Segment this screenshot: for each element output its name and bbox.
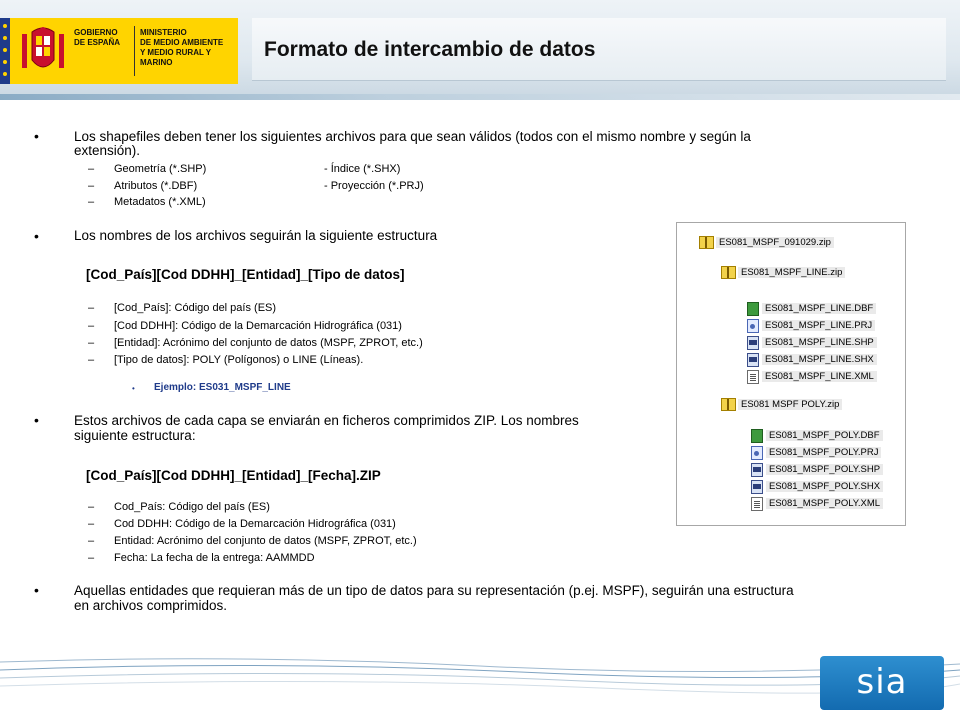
file-name: ES081_MSPF_POLY.DBF [766, 430, 883, 441]
shp-icon [751, 463, 763, 477]
file-name: ES081_MSPF_LINE.SHX [762, 354, 877, 365]
file-name: ES081 MSPF POLY.zip [738, 399, 842, 410]
bullet-marker: • [34, 128, 39, 144]
dash-marker: – [88, 196, 95, 208]
format-item: [Tipo de datos]: POLY (Polígonos) o LINE (Líneas). [114, 354, 364, 366]
dash-marker: – [88, 518, 95, 530]
file-tree-panel [676, 222, 906, 526]
shp-icon [747, 336, 759, 350]
footer-wave-decoration [0, 650, 960, 720]
prj-icon [751, 446, 763, 460]
coat-of-arms-icon [18, 24, 68, 78]
file-row[interactable] [745, 301, 876, 316]
file-row-line-zip[interactable] [721, 265, 845, 280]
file-name: ES081_MSPF_LINE.PRJ [762, 320, 875, 331]
file-name: ES081_MSPF_POLY.SHX [766, 481, 883, 492]
file-name: ES081_MSPF_LINE.DBF [762, 303, 876, 314]
file-row[interactable] [749, 445, 881, 460]
file-name: ES081_MSPF_POLY.XML [766, 498, 883, 509]
sia-logo-text: sia [856, 662, 908, 702]
dash-marker: – [88, 302, 95, 314]
dash-marker: – [88, 354, 95, 366]
dash-marker: – [88, 163, 95, 175]
bullet-4-text: Aquellas entidades que requieran más de un tipo de datos para su representación (p.ej. MSPF), seguirán una estructura [74, 583, 794, 598]
file-type-item: Metadatos (*.XML) [114, 196, 206, 208]
file-row[interactable] [749, 496, 883, 511]
bullet-3-text-cont: siguiente estructura: [74, 428, 196, 443]
file-name: ES081_MSPF_POLY.PRJ [766, 447, 881, 458]
xml-icon [747, 370, 759, 384]
government-logo [10, 18, 238, 84]
zip-format-item: Entidad: Acrónimo del conjunto de datos (MSPF, ZPROT, etc.) [114, 535, 417, 547]
file-name: ES081_MSPF_LINE.SHP [762, 337, 877, 348]
sub-bullet-marker: • [132, 384, 135, 393]
file-type-item: Geometría (*.SHP) [114, 163, 207, 175]
zip-format-item: Cod_País: Código del país (ES) [114, 501, 270, 513]
file-row-root-zip[interactable] [699, 235, 834, 250]
prj-icon [747, 319, 759, 333]
xml-icon [751, 497, 763, 511]
format-item: [Cod DDHH]: Código de la Demarcación Hidrográfica (031) [114, 320, 402, 332]
dash-marker: – [88, 320, 95, 332]
zip-icon [721, 266, 736, 279]
dash-marker: – [88, 180, 95, 192]
dbf-icon [747, 302, 759, 316]
bullet-3-text: Estos archivos de cada capa se enviarán en ficheros comprimidos ZIP. Los nombres [74, 413, 579, 428]
file-type-item: - Proyección (*.PRJ) [324, 180, 424, 192]
bullet-1-text: Los shapefiles deben tener los siguientes archivos para que sean válidos (todos con el mismo nombre y según la [74, 129, 751, 144]
dash-marker: – [88, 337, 95, 349]
file-row[interactable] [745, 335, 877, 350]
file-name: ES081_MSPF_LINE.zip [738, 267, 845, 278]
file-row[interactable] [749, 462, 883, 477]
file-row-poly-zip[interactable] [721, 397, 842, 412]
zip-name-format: [Cod_País][Cod DDHH]_[Entidad]_[Fecha].ZIP [86, 468, 381, 483]
file-row[interactable] [749, 479, 883, 494]
file-row[interactable] [749, 428, 883, 443]
sia-logo [820, 656, 944, 710]
zip-format-item: Fecha: La fecha de la entrega: AAMMDD [114, 552, 315, 564]
file-row[interactable] [745, 369, 877, 384]
bullet-marker: • [34, 412, 39, 428]
dbf-icon [751, 429, 763, 443]
file-name: ES081_MSPF_POLY.SHP [766, 464, 883, 475]
government-label: GOBIERNO DE ESPAÑA [74, 28, 121, 47]
zip-icon [721, 398, 736, 411]
shx-icon [747, 353, 759, 367]
format-item: [Entidad]: Acrónimo del conjunto de datos (MSPF, ZPROT, etc.) [114, 337, 423, 349]
bullet-1-text-cont: extensión). [74, 143, 141, 158]
bullet-marker: • [34, 228, 39, 244]
logo-divider [134, 26, 135, 76]
file-name: ES081_MSPF_LINE.XML [762, 371, 877, 382]
format-item: [Cod_País]: Código del país (ES) [114, 302, 277, 314]
eu-flag-strip [0, 18, 10, 84]
file-name-format: [Cod_País][Cod DDHH]_[Entidad]_[Tipo de datos] [86, 267, 405, 282]
dash-marker: – [88, 501, 95, 513]
zip-icon [699, 236, 714, 249]
file-type-item: Atributos (*.DBF) [114, 180, 198, 192]
dash-marker: – [88, 552, 95, 564]
file-name: ES081_MSPF_091029.zip [716, 237, 834, 248]
bullet-4-text-cont: en archivos comprimidos. [74, 598, 228, 613]
file-row[interactable] [745, 318, 875, 333]
example-text: Ejemplo: ES031_MSPF_LINE [154, 382, 291, 393]
ministry-label: MINISTERIO DE MEDIO AMBIENTE Y MEDIO RURAL Y MARINO [140, 28, 224, 67]
bullet-2-text: Los nombres de los archivos seguirán la siguiente estructura [74, 228, 438, 243]
shx-icon [751, 480, 763, 494]
zip-format-item: Cod DDHH: Código de la Demarcación Hidrográfica (031) [114, 518, 396, 530]
file-type-item: - Índice (*.SHX) [324, 163, 401, 175]
slide-title: Formato de intercambio de datos [264, 38, 596, 61]
dash-marker: – [88, 535, 95, 547]
file-row[interactable] [745, 352, 877, 367]
bullet-marker: • [34, 582, 39, 598]
